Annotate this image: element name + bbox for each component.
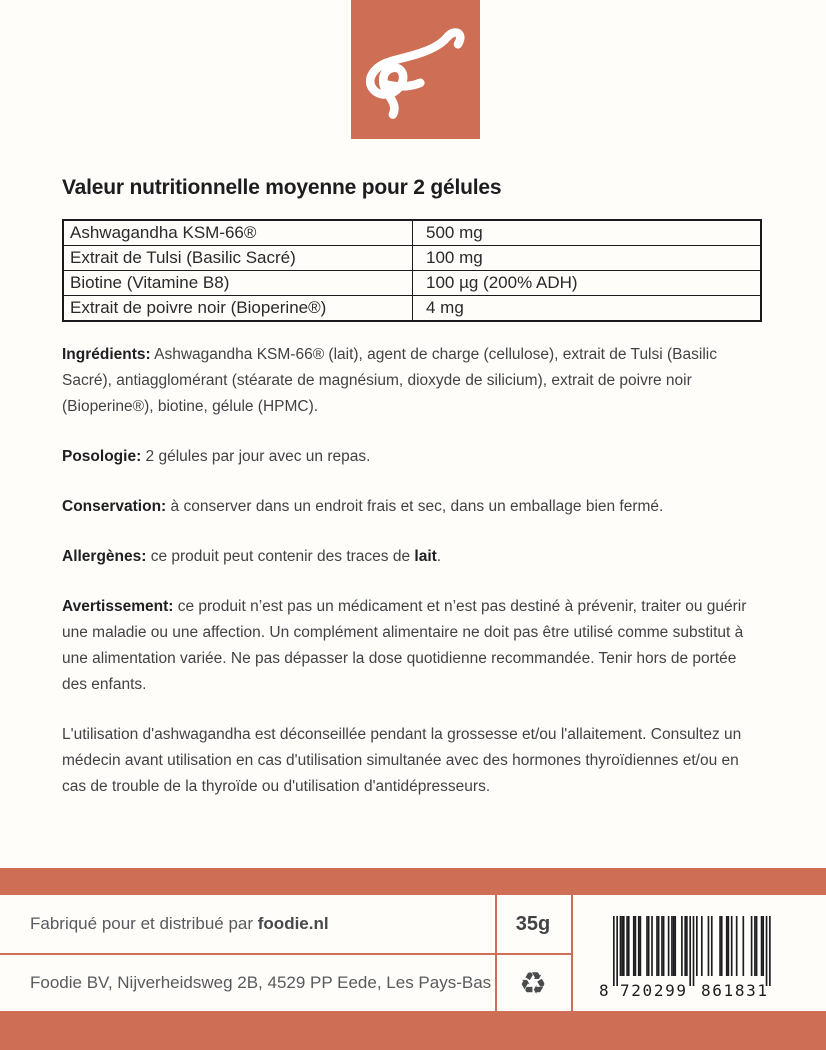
label-content [62,174,762,800]
ingredients-paragraph [62,342,762,420]
net-weight: 35g [515,912,551,935]
allergens-paragraph [62,544,762,570]
distributor-row [30,895,480,953]
table-row [63,246,761,271]
dosage-label: Posologie: [62,448,142,465]
nutrition-table [62,219,762,322]
nutrient-label: Extrait de Tulsi (Basilic Sacré) [63,246,413,271]
barcode-svg [596,916,774,1000]
recycling-icon: ♻ [519,965,547,1001]
warning-text: ce produit n’est pas un médicament et n’est pas destiné à prévenir, traiter ou guérir une maladie ou une affection. Un complément alimentaire ne doit pas être utilisé comme substitut à une alimentation variée. Ne pas dépasser la dose quotidienne recommandée. Tenir hors de portée des enfants. [62,598,747,693]
svg-text:861831: 861831 [701,981,767,1000]
storage-text: à conserver dans un endroit frais et sec, dans un emballage bien fermé. [166,498,664,515]
dosage-paragraph [62,444,762,470]
brand-logo [351,0,480,139]
nutrition-title: Valeur nutritionnelle moyenne pour 2 gélules [62,176,502,199]
nutrient-value: 100 µg (200% ADH) [413,271,762,296]
table-row [63,271,761,296]
brand-f-icon [360,10,472,130]
svg-text:8: 8 [599,981,609,1000]
nutrient-label: Biotine (Vitamine B8) [63,271,413,296]
warning-paragraph [62,594,762,698]
storage-paragraph [62,494,762,520]
allergens-highlight: lait [414,548,437,565]
address-row [30,955,492,1011]
nutrient-value: 100 mg [413,246,762,271]
nutrient-label: Extrait de poivre noir (Bioperine®) [63,296,413,322]
nutrient-value: 500 mg [413,220,762,246]
ingredients-label: Ingrédients: [62,346,151,363]
usage-note-text: L'utilisation d'ashwagandha est déconseillée pendant la grossesse et/ou l'allaitement. Consultez un médecin avant utilisation en cas d'utilisation simultanée avec des hormones thyroïdiennes et/ou en cas de trouble de la thyroïde ou d'utilisation d'antidépresseurs. [62,726,742,795]
dosage-text: 2 gélules par jour avec un repas. [141,448,371,465]
barcode [596,916,774,1000]
nutrient-value: 4 mg [413,296,762,322]
ingredients-text: Ashwagandha KSM-66® (lait), agent de charge (cellulose), extrait de Tulsi (Basilic Sacré), antiagglomérant (stéarate de magnésium, dioxyde de silicium), extrait de poivre noir (Bioperine®), biotine, gélule (HPMC). [62,346,717,415]
allergens-text: ce produit peut contenir des traces de [146,548,415,565]
allergens-label: Allergènes: [62,548,147,565]
accent-band-bottom [0,1011,826,1050]
storage-label: Conservation: [62,498,167,515]
warning-label: Avertissement: [62,598,174,615]
distributor-name: foodie.nl [257,914,329,933]
accent-band-top [0,868,826,895]
allergens-period: . [436,548,442,565]
svg-text:720299: 720299 [620,981,686,1000]
nutrient-label: Ashwagandha KSM-66® [63,220,413,246]
address-text: Foodie BV, Nijverheidsweg 2B, 4529 PP Eede, Les Pays-Bas [30,973,492,992]
label-footer [0,868,826,1050]
usage-note-paragraph [62,722,762,800]
table-row [63,296,761,322]
table-row [63,220,761,246]
distributor-prefix: Fabriqué pour et distribué par [30,914,254,933]
